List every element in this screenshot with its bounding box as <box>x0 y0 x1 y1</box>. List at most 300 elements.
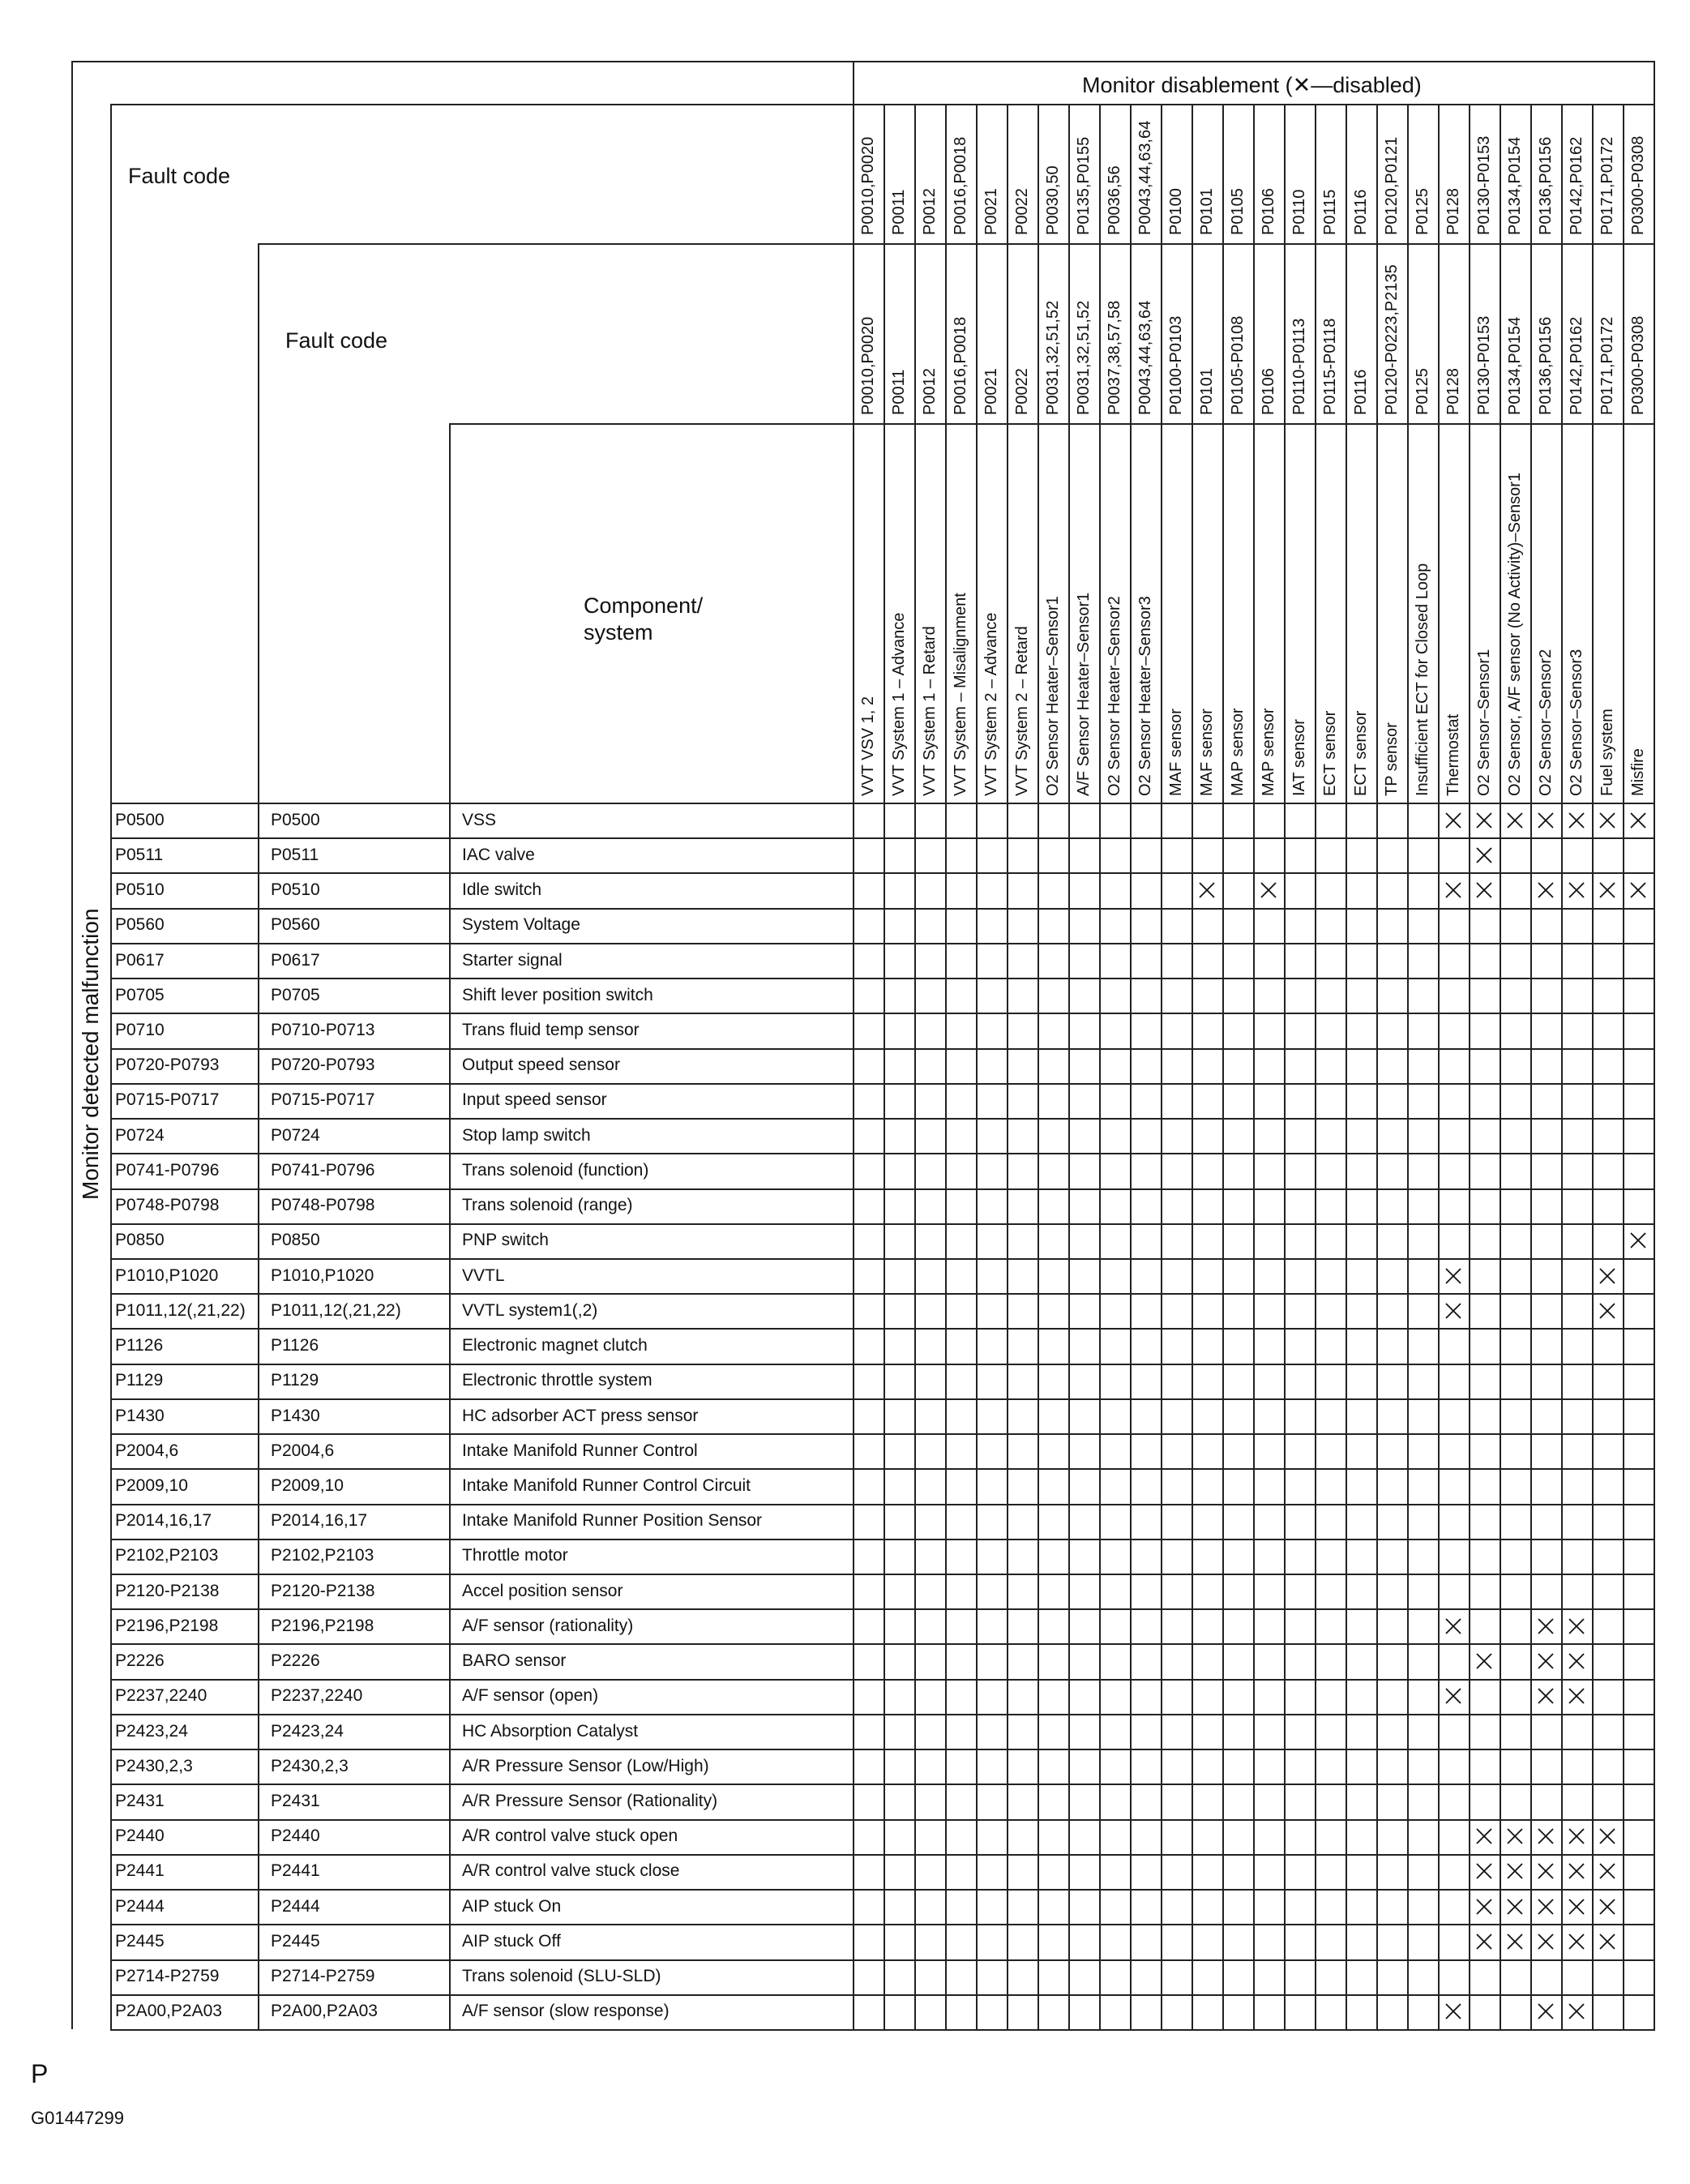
column-line <box>914 104 916 2029</box>
column-component-name: VVT System – Misalignment <box>952 593 969 796</box>
column-line <box>1592 104 1594 2029</box>
column-component-name: IAT sensor <box>1290 719 1308 796</box>
column-line <box>1623 104 1624 2029</box>
disabled-x-icon <box>1537 2002 1555 2020</box>
row-line <box>110 1258 1654 1260</box>
row-component-name: VSS <box>462 810 497 829</box>
row-fault-code-secondary: P2714-P2759 <box>271 1967 375 1986</box>
disabled-x-icon <box>1568 812 1585 829</box>
row-fault-code-primary: P2440 <box>115 1826 165 1846</box>
disabled-x-icon <box>1537 1687 1555 1705</box>
row-fault-code-primary: P0510 <box>115 880 165 900</box>
row-component-name: Output speed sensor <box>462 1056 620 1075</box>
row-fault-code-secondary: P0617 <box>271 950 320 970</box>
row-line <box>110 1328 1654 1330</box>
row-line <box>110 1784 1654 1785</box>
column-component-name: TP sensor <box>1383 722 1401 796</box>
column-component-name: O2 Sensor, A/F sensor (No Activity)–Sensor1 <box>1506 472 1524 796</box>
column-line <box>1161 104 1162 2029</box>
row-line <box>110 1013 1654 1014</box>
row-fault-code-primary: P0720-P0793 <box>115 1056 220 1075</box>
row-fault-code-secondary: P2423,24 <box>271 1721 344 1741</box>
row-line <box>110 1433 1654 1435</box>
disabled-x-icon <box>1568 1652 1585 1670</box>
row-line <box>110 1188 1654 1190</box>
disabled-x-icon <box>1537 1933 1555 1951</box>
column-component-name: Insufficient ECT for Closed Loop <box>1414 563 1431 796</box>
column-component-name: O2 Sensor–Sensor3 <box>1568 649 1585 796</box>
column-component-name: MAF sensor <box>1167 709 1185 796</box>
column-line <box>1192 104 1193 2029</box>
row-component-name: Trans fluid temp sensor <box>462 1020 640 1039</box>
disabled-x-icon <box>1598 881 1616 899</box>
column-component-name: Fuel system <box>1598 709 1616 796</box>
table-border-left <box>71 61 73 2029</box>
column-line <box>1099 104 1101 2029</box>
column-line <box>1561 104 1563 2029</box>
header-row3-top <box>449 423 1654 425</box>
row-fault-code-secondary: P0560 <box>271 915 320 935</box>
column-component-name: ECT sensor <box>1352 710 1370 796</box>
row-component-name: A/R control valve stuck open <box>462 1826 678 1846</box>
disabled-x-icon <box>1568 881 1585 899</box>
row-line <box>110 1153 1654 1154</box>
row-fault-code-secondary: P0720-P0793 <box>271 1056 375 1075</box>
row-component-name: Intake Manifold Runner Control Circuit <box>462 1475 751 1495</box>
row-fault-code-secondary: P0510 <box>271 880 320 900</box>
disabled-x-icon <box>1444 1267 1462 1285</box>
column-line <box>976 104 978 2029</box>
column-code-primary: P0135,P0155 <box>1075 136 1093 235</box>
row-component-name: System Voltage <box>462 915 580 935</box>
column-code-secondary: P0016,P0018 <box>952 316 969 415</box>
row-fault-code-primary: P0511 <box>115 845 164 864</box>
disabled-x-icon <box>1568 1933 1585 1951</box>
column-code-secondary: P0021 <box>982 368 1000 415</box>
column-code-primary: P0030,50 <box>1044 165 1062 235</box>
fault-code-col1-left <box>110 104 112 2029</box>
row-fault-code-primary: P2423,24 <box>115 1721 188 1741</box>
column-code-secondary: P0031,32,51,52 <box>1044 300 1062 415</box>
column-component-name: MAP sensor <box>1229 708 1247 796</box>
row-fault-code-secondary: P2102,P2103 <box>271 1546 374 1565</box>
row-line <box>110 1504 1654 1505</box>
disabled-x-icon <box>1444 812 1462 829</box>
row-line <box>110 1643 1654 1645</box>
row-fault-code-primary: P0748-P0798 <box>115 1196 220 1215</box>
column-code-primary: P0128 <box>1444 188 1462 235</box>
table-border-right <box>1654 61 1655 2031</box>
row-component-name: Trans solenoid (range) <box>462 1196 633 1215</box>
table-title: Monitor disablement (✕—disabled) <box>1082 73 1422 97</box>
footer-letter: P <box>31 2059 49 2088</box>
row-component-name: Starter signal <box>462 950 563 970</box>
column-code-secondary: P0116 <box>1352 369 1370 415</box>
column-component-name: O2 Sensor Heater–Sensor2 <box>1106 596 1123 796</box>
column-code-secondary: P0125 <box>1414 368 1431 415</box>
row-fault-code-primary: P2445 <box>115 1931 165 1951</box>
column-code-primary: P0171,P0172 <box>1598 136 1616 235</box>
row-line <box>110 1118 1654 1120</box>
row-component-name: Accel position sensor <box>462 1581 623 1600</box>
disabled-x-icon <box>1506 1933 1524 1951</box>
rows-top <box>110 803 1654 804</box>
row-fault-code-primary: P1430 <box>115 1406 165 1425</box>
disabled-x-icon <box>1598 812 1616 829</box>
column-code-primary: P0116 <box>1352 189 1370 235</box>
disabled-x-icon <box>1260 881 1277 899</box>
row-fault-code-secondary: P1126 <box>271 1336 319 1355</box>
row-fault-code-secondary: P1129 <box>271 1371 319 1390</box>
column-code-secondary: P0043,44,63,64 <box>1136 300 1154 415</box>
disabled-x-icon <box>1629 881 1647 899</box>
row-fault-code-primary: P0500 <box>115 810 165 829</box>
column-line <box>1407 104 1409 2029</box>
row-fault-code-primary: P0710 <box>115 1020 165 1039</box>
disabled-x-icon <box>1444 1687 1462 1705</box>
column-component-name: VVT System 1 – Retard <box>921 626 939 796</box>
row-fault-code-secondary: P0741-P0796 <box>271 1160 375 1180</box>
column-line <box>1346 104 1347 2029</box>
column-line <box>1530 104 1532 2029</box>
row-line <box>110 1819 1654 1821</box>
row-fault-code-secondary: P2440 <box>271 1826 320 1846</box>
column-code-secondary: P0037,38,57,58 <box>1106 300 1123 415</box>
row-fault-code-secondary: P2196,P2198 <box>271 1616 374 1635</box>
disabled-x-icon <box>1598 1898 1616 1916</box>
column-line <box>1130 104 1132 2029</box>
column-code-primary: P0300-P0308 <box>1629 135 1647 235</box>
column-code-primary: P0036,56 <box>1106 165 1123 235</box>
row-fault-code-secondary: P2237,2240 <box>271 1686 363 1706</box>
column-code-primary: P0012 <box>921 188 939 235</box>
column-code-secondary: P0128 <box>1444 368 1462 415</box>
row-component-name: BARO sensor <box>462 1651 567 1671</box>
disabled-x-icon <box>1598 1267 1616 1285</box>
column-code-secondary: P0105-P0108 <box>1229 315 1247 415</box>
row-fault-code-primary: P0617 <box>115 950 165 970</box>
row-fault-code-primary: P0560 <box>115 915 165 935</box>
column-component-name: MAP sensor <box>1260 708 1277 796</box>
row-fault-code-primary: P2714-P2759 <box>115 1967 220 1986</box>
row-line <box>110 872 1654 874</box>
column-component-name: MAF sensor <box>1198 709 1216 796</box>
column-component-name: VVT System 2 – Advance <box>982 612 1000 796</box>
row-fault-code-secondary: P2014,16,17 <box>271 1511 368 1531</box>
row-component-name: HC adsorber ACT press sensor <box>462 1406 699 1425</box>
disabled-x-icon <box>1568 1827 1585 1845</box>
row-fault-code-secondary: P2226 <box>271 1651 320 1671</box>
disabled-x-icon <box>1475 1933 1493 1951</box>
row-line <box>110 1959 1654 1961</box>
column-code-primary: P0043,44,63,64 <box>1136 120 1154 235</box>
column-line <box>1469 104 1470 2029</box>
row-line <box>110 1924 1654 1925</box>
row-line <box>110 1083 1654 1085</box>
row-line <box>110 1608 1654 1610</box>
column-line <box>1068 104 1070 2029</box>
row-component-name: VVTL <box>462 1265 505 1285</box>
column-code-primary: P0120,P0121 <box>1383 136 1401 235</box>
row-fault-code-secondary: P1430 <box>271 1406 320 1425</box>
disabled-x-icon <box>1568 2002 1585 2020</box>
column-code-secondary: P0130-P0153 <box>1475 315 1493 415</box>
column-component-name: A/F Sensor Heater–Sensor1 <box>1075 592 1093 796</box>
row-fault-code-secondary: P0511 <box>271 845 319 864</box>
disabled-x-icon <box>1475 812 1493 829</box>
column-line <box>1376 104 1378 2029</box>
column-code-secondary: P0031,32,51,52 <box>1075 300 1093 415</box>
fault-code-header-1: Fault code <box>128 164 231 188</box>
column-code-secondary: P0136,P0156 <box>1537 316 1555 415</box>
disabled-x-icon <box>1537 812 1555 829</box>
column-code-primary: P0021 <box>982 188 1000 235</box>
row-component-name: PNP switch <box>462 1231 549 1250</box>
row-fault-code-secondary: P2430,2,3 <box>271 1756 349 1775</box>
disabled-x-icon <box>1537 1898 1555 1916</box>
row-line <box>110 908 1654 910</box>
row-fault-code-primary: P1126 <box>115 1336 164 1355</box>
column-code-primary: P0106 <box>1260 188 1277 235</box>
column-line <box>945 104 947 2029</box>
row-component-name: Electronic throttle system <box>462 1371 652 1390</box>
figure-code: G01447299 <box>31 2108 124 2128</box>
row-line <box>110 1749 1654 1750</box>
column-code-secondary: P0300-P0308 <box>1629 315 1647 415</box>
disabled-x-icon <box>1475 1652 1493 1670</box>
row-fault-code-primary: P2196,P2198 <box>115 1616 219 1635</box>
row-component-name: VVTL system1(,2) <box>462 1300 598 1320</box>
row-line <box>110 1293 1654 1295</box>
row-fault-code-primary: P2431 <box>115 1792 165 1810</box>
row-component-name: AIP stuck On <box>462 1896 562 1916</box>
column-component-name: O2 Sensor Heater–Sensor3 <box>1136 596 1154 796</box>
disabled-x-icon <box>1568 1617 1585 1635</box>
disabled-x-icon <box>1475 1898 1493 1916</box>
column-code-primary: P0130-P0153 <box>1475 135 1493 235</box>
fault-code-header-2: Fault code <box>285 328 388 353</box>
column-line <box>1315 104 1316 2029</box>
disabled-x-icon <box>1568 1862 1585 1880</box>
row-line <box>110 943 1654 944</box>
grid-left <box>853 61 854 2029</box>
row-line <box>110 1468 1654 1470</box>
disabled-x-icon <box>1598 1862 1616 1880</box>
row-fault-code-primary: P0724 <box>115 1125 165 1145</box>
column-component-name: O2 Sensor–Sensor2 <box>1537 649 1555 796</box>
column-line <box>1253 104 1255 2029</box>
column-line <box>1007 104 1008 2029</box>
row-fault-code-primary: P2444 <box>115 1896 165 1916</box>
row-component-name: Idle switch <box>462 880 542 900</box>
disabled-x-icon <box>1506 1898 1524 1916</box>
column-component-name: O2 Sensor Heater–Sensor1 <box>1044 596 1062 796</box>
disabled-x-icon <box>1475 881 1493 899</box>
disabled-x-icon <box>1537 1617 1555 1635</box>
column-code-primary: P0100 <box>1167 188 1185 235</box>
column-line <box>1284 104 1286 2029</box>
row-fault-code-primary: P2120-P2138 <box>115 1581 220 1600</box>
column-code-primary: P0142,P0162 <box>1568 136 1585 235</box>
column-line <box>1038 104 1039 2029</box>
row-component-name: AIP stuck Off <box>462 1931 561 1951</box>
row-component-name: Trans solenoid (SLU-SLD) <box>462 1967 661 1986</box>
row-fault-code-primary: P1011,12(,21,22) <box>115 1300 246 1320</box>
row-component-name: A/R Pressure Sensor (Low/High) <box>462 1756 709 1775</box>
row-fault-code-primary: P2441 <box>115 1861 165 1881</box>
column-component-name: ECT sensor <box>1321 710 1339 796</box>
disabled-x-icon <box>1444 881 1462 899</box>
disabled-x-icon <box>1629 812 1647 829</box>
column-component-name: VVT VSV 1, 2 <box>859 696 877 796</box>
column-code-primary: P0125 <box>1414 188 1431 235</box>
row-component-name: Shift lever position switch <box>462 985 653 1004</box>
column-code-secondary: P0106 <box>1260 368 1277 415</box>
row-line <box>110 1223 1654 1225</box>
row-line <box>110 1364 1654 1365</box>
row-fault-code-secondary: P2431 <box>271 1792 320 1810</box>
column-component-name: Thermostat <box>1444 713 1462 796</box>
row-component-name: A/F sensor (rationality) <box>462 1616 634 1635</box>
column-code-primary: P0136,P0156 <box>1537 136 1555 235</box>
row-fault-code-primary: P1010,P1020 <box>115 1265 219 1285</box>
component-col-left <box>449 423 451 2029</box>
row-line <box>110 1889 1654 1891</box>
column-code-primary: P0011 <box>890 189 908 235</box>
row-line <box>110 1574 1654 1575</box>
header-row2-top <box>258 243 1654 245</box>
disabled-x-icon <box>1475 846 1493 864</box>
disabled-x-icon <box>1444 2002 1462 2020</box>
row-line <box>110 1714 1654 1715</box>
row-fault-code-primary: P0715-P0717 <box>115 1090 220 1110</box>
disabled-x-icon <box>1537 1862 1555 1880</box>
row-line <box>110 978 1654 979</box>
row-fault-code-secondary: P2441 <box>271 1861 320 1881</box>
column-line <box>884 104 885 2029</box>
column-code-primary: P0016,P0018 <box>952 136 969 235</box>
column-component-name: Misfire <box>1629 748 1647 796</box>
row-component-name: HC Absorption Catalyst <box>462 1721 639 1741</box>
row-component-name: Stop lamp switch <box>462 1125 591 1145</box>
disabled-x-icon <box>1475 1862 1493 1880</box>
row-line <box>110 1539 1654 1540</box>
row-fault-code-secondary: P0500 <box>271 810 320 829</box>
column-code-primary: P0010,P0020 <box>859 136 877 235</box>
disabled-x-icon <box>1598 1933 1616 1951</box>
row-fault-code-primary: P2237,2240 <box>115 1686 208 1706</box>
disabled-x-icon <box>1475 1827 1493 1845</box>
row-fault-code-primary: P0850 <box>115 1231 165 1250</box>
row-component-name: Intake Manifold Runner Control <box>462 1441 698 1460</box>
row-fault-code-secondary: P2009,10 <box>271 1475 344 1495</box>
disabled-x-icon <box>1506 1862 1524 1880</box>
row-line <box>110 837 1654 839</box>
table-border-bottom <box>110 2029 1654 2031</box>
row-line <box>110 1679 1654 1681</box>
column-code-primary: P0115 <box>1321 189 1339 235</box>
table-border-top <box>71 61 1654 62</box>
column-code-secondary: P0100-P0103 <box>1167 315 1185 415</box>
row-component-name: A/F sensor (open) <box>462 1686 599 1706</box>
row-fault-code-secondary: P2004,6 <box>271 1441 335 1460</box>
row-fault-code-primary: P0705 <box>115 985 165 1004</box>
row-component-name: Throttle motor <box>462 1546 568 1565</box>
column-code-secondary: P0012 <box>921 368 939 415</box>
row-component-name: Trans solenoid (function) <box>462 1160 649 1180</box>
row-line <box>110 1398 1654 1400</box>
disabled-x-icon <box>1537 1652 1555 1670</box>
row-component-name: A/F sensor (slow response) <box>462 2002 670 2021</box>
column-code-secondary: P0010,P0020 <box>859 316 877 415</box>
row-component-name: Intake Manifold Runner Position Sensor <box>462 1511 763 1531</box>
row-fault-code-primary: P2A00,P2A03 <box>115 2002 222 2021</box>
column-line <box>1222 104 1224 2029</box>
column-component-name: VVT System 1 – Advance <box>890 612 908 796</box>
row-fault-code-primary: P2009,10 <box>115 1475 188 1495</box>
column-code-secondary: P0171,P0172 <box>1598 316 1616 415</box>
disabled-x-icon <box>1537 881 1555 899</box>
disabled-x-icon <box>1506 1827 1524 1845</box>
row-fault-code-secondary: P2A00,P2A03 <box>271 2002 378 2021</box>
row-fault-code-primary: P2430,2,3 <box>115 1756 193 1775</box>
column-code-secondary: P0101 <box>1198 368 1216 415</box>
column-code-secondary: P0134,P0154 <box>1506 316 1524 415</box>
row-fault-code-secondary: P0710-P0713 <box>271 1020 375 1039</box>
row-component-name: A/R control valve stuck close <box>462 1861 680 1881</box>
column-code-secondary: P0022 <box>1013 368 1031 415</box>
row-fault-code-secondary: P2444 <box>271 1896 320 1916</box>
component-header-line1: Component/ <box>584 593 704 618</box>
disabled-x-icon <box>1598 1302 1616 1320</box>
row-fault-code-primary: P0741-P0796 <box>115 1160 220 1180</box>
row-fault-code-primary: P1129 <box>115 1371 164 1390</box>
row-fault-code-primary: P2102,P2103 <box>115 1546 219 1565</box>
disabled-x-icon <box>1537 1827 1555 1845</box>
row-fault-code-secondary: P0705 <box>271 985 320 1004</box>
disabled-x-icon <box>1444 1302 1462 1320</box>
row-fault-code-primary: P2226 <box>115 1651 165 1671</box>
column-code-secondary: P0142,P0162 <box>1568 316 1585 415</box>
row-fault-code-secondary: P2120-P2138 <box>271 1581 375 1600</box>
row-component-name: IAC valve <box>462 845 535 864</box>
column-component-name: O2 Sensor–Sensor1 <box>1475 649 1493 796</box>
row-component-name: Input speed sensor <box>462 1090 607 1110</box>
column-line <box>1438 104 1440 2029</box>
disabled-x-icon <box>1444 1617 1462 1635</box>
disabled-x-icon <box>1568 1687 1585 1705</box>
row-fault-code-primary: P2014,16,17 <box>115 1511 212 1531</box>
column-line <box>1500 104 1501 2029</box>
row-fault-code-secondary: P0748-P0798 <box>271 1196 375 1215</box>
column-code-primary: P0134,P0154 <box>1506 136 1524 235</box>
fault-code-col2-left <box>258 243 259 2029</box>
row-fault-code-secondary: P0850 <box>271 1231 320 1250</box>
column-code-secondary: P0110-P0113 <box>1290 318 1308 415</box>
row-line <box>110 1994 1654 1996</box>
row-component-name: Electronic magnet clutch <box>462 1336 648 1355</box>
row-fault-code-primary: P2004,6 <box>115 1441 179 1460</box>
column-component-name: VVT System 2 – Retard <box>1013 626 1031 796</box>
disabled-x-icon <box>1198 881 1216 899</box>
row-line <box>110 1048 1654 1050</box>
component-header-line2: system <box>584 620 653 644</box>
row-fault-code-secondary: P0724 <box>271 1125 320 1145</box>
column-code-primary: P0022 <box>1013 188 1031 235</box>
row-fault-code-secondary: P1011,12(,21,22) <box>271 1300 401 1320</box>
disabled-x-icon <box>1568 1898 1585 1916</box>
row-fault-code-secondary: P2445 <box>271 1931 320 1951</box>
